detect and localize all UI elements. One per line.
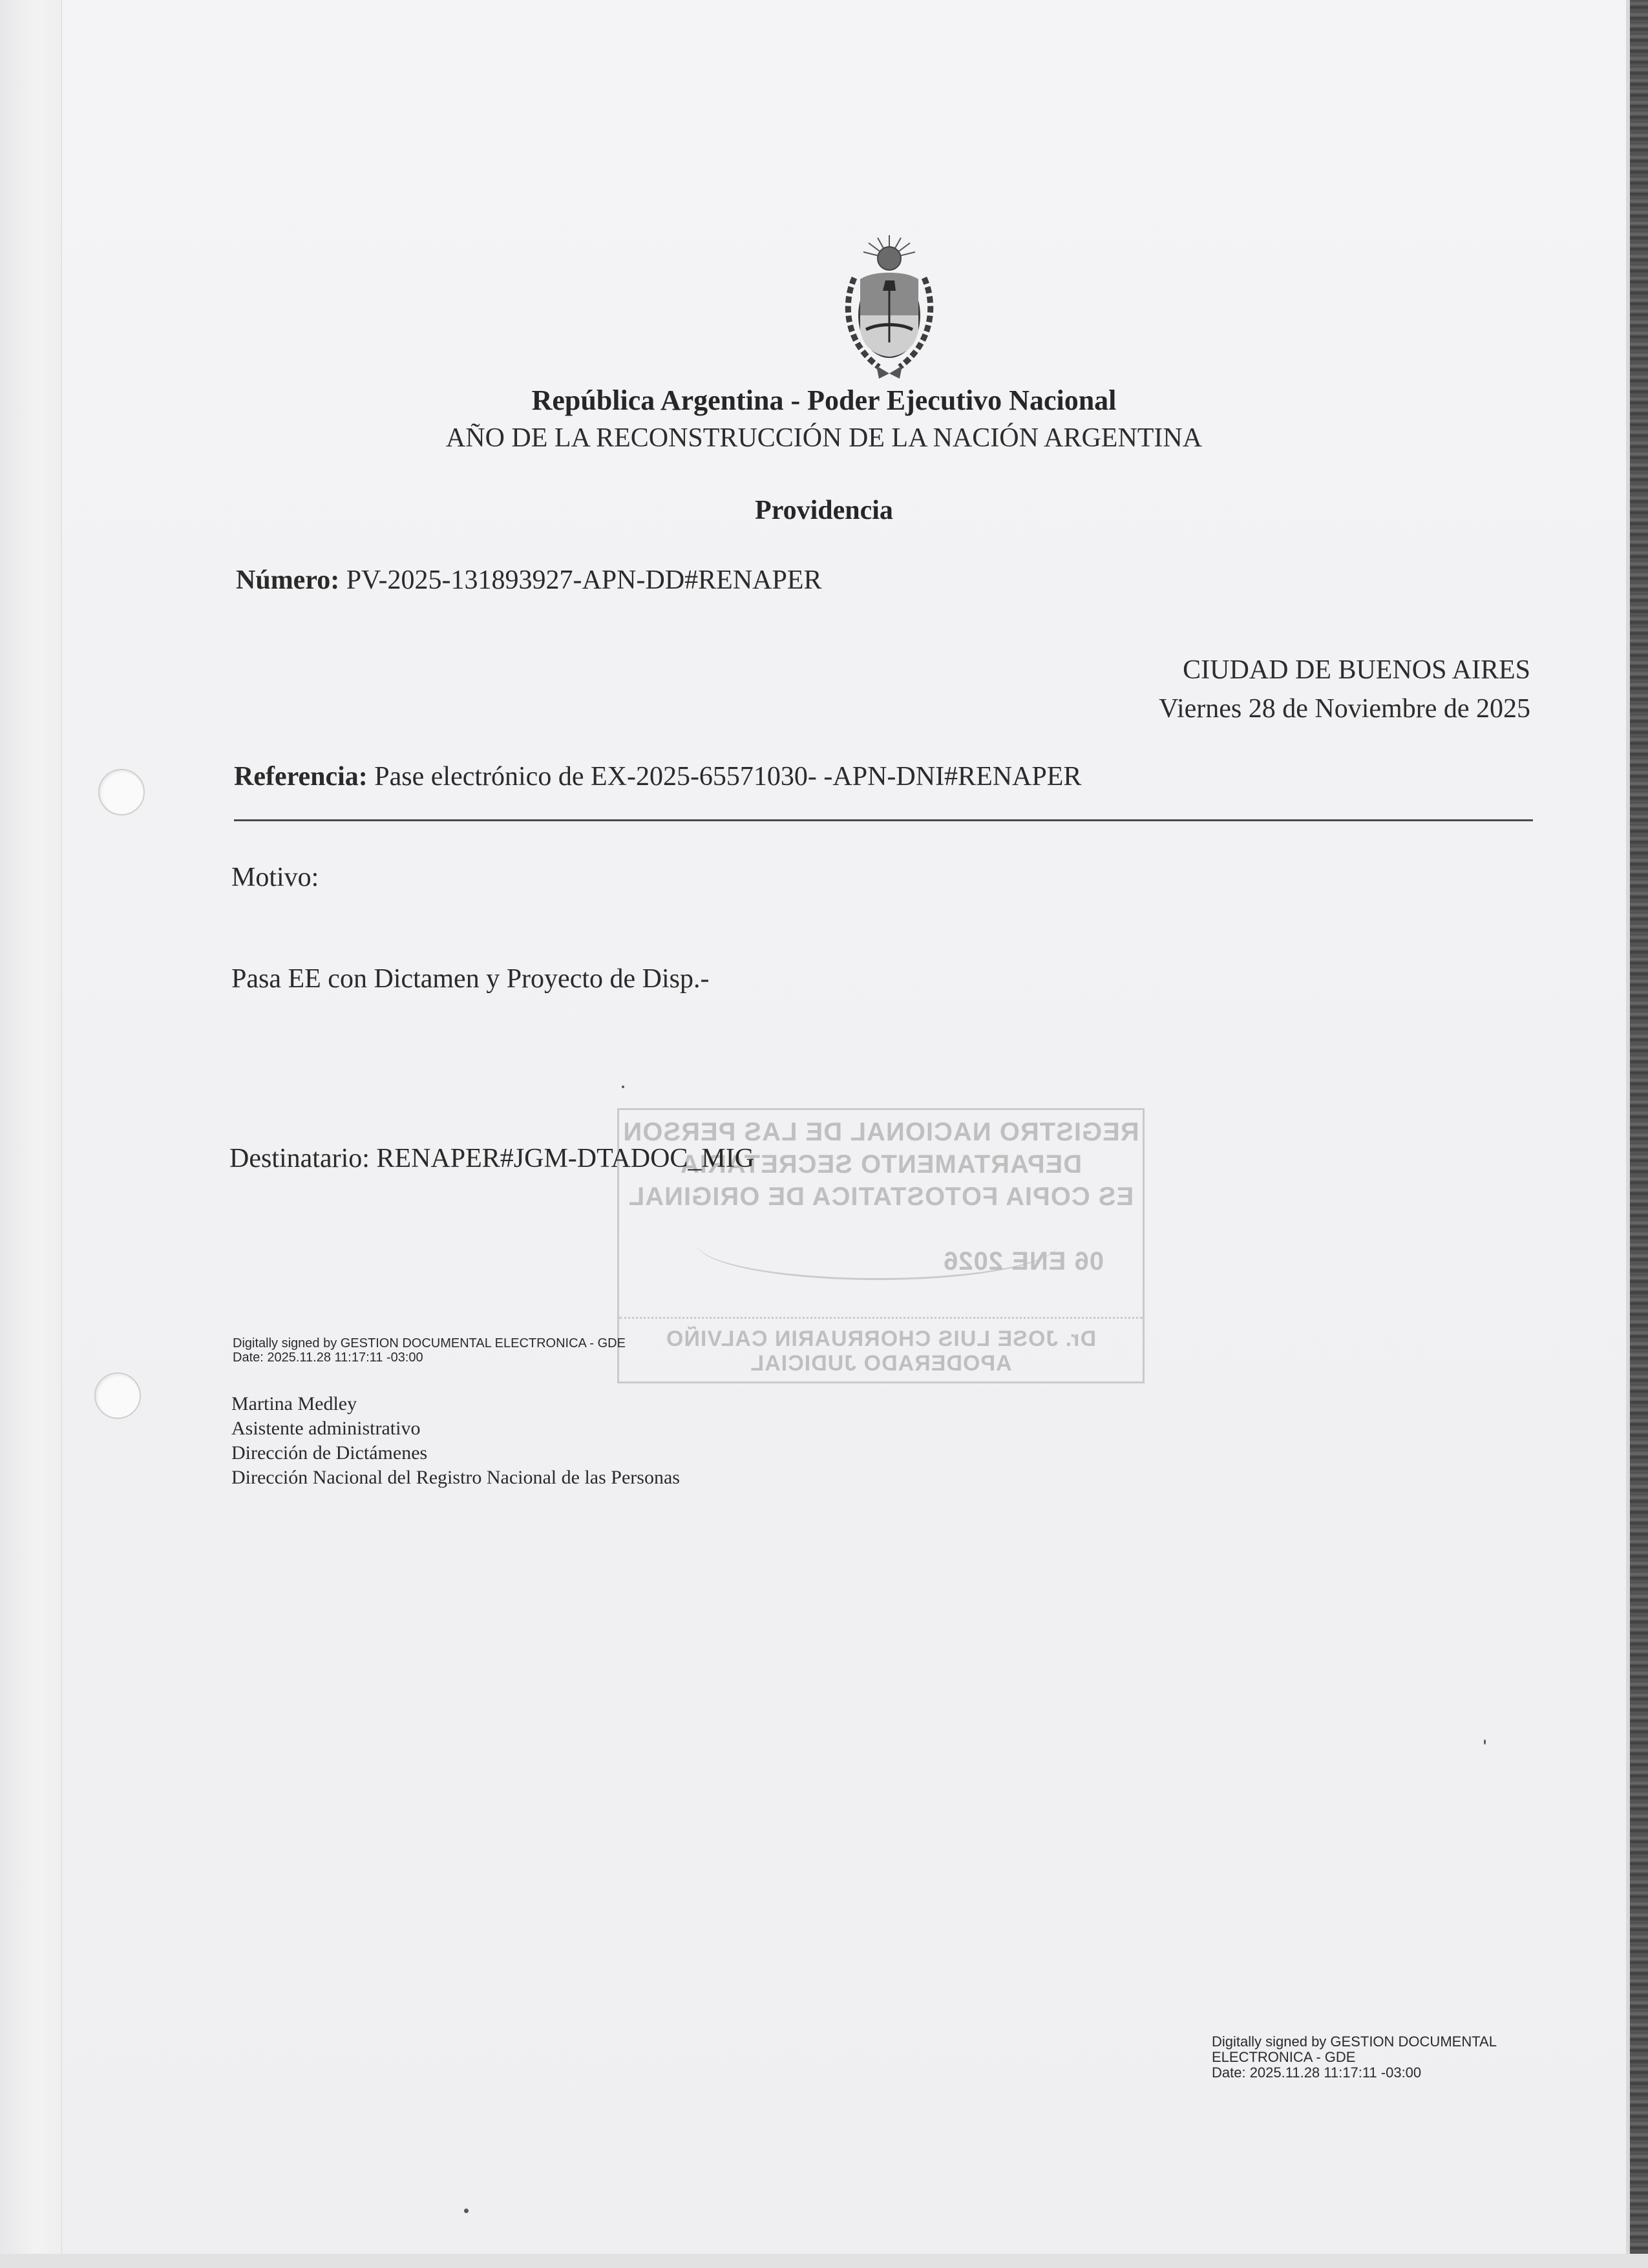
date: Viernes 28 de Noviembre de 2025 <box>1159 694 1530 724</box>
stamp-line: REGISTRO NACIONAL DE LAS PERSON <box>622 1118 1139 1146</box>
document-type: Providencia <box>755 496 893 525</box>
scan-speck <box>1484 1739 1486 1745</box>
motive-label: Motivo: <box>231 863 319 892</box>
document-header-title: República Argentina - Poder Ejecutivo Nacional <box>531 384 1117 416</box>
punch-hole <box>98 769 145 815</box>
signer-role: Asistente administrativo <box>231 1418 421 1439</box>
footer-digital-signature-block <box>1212 2034 1516 2081</box>
footer-signature-date: Date: 2025.11.28 11:17:11 -03:00 <box>1212 2064 1422 2081</box>
motive-text: Pasa EE con Dictamen y Proyecto de Disp.- <box>231 964 710 994</box>
recipient: Destinatario: RENAPER#JGM-DTADOC_MIG <box>229 1144 755 1173</box>
argentina-coat-of-arms-icon <box>840 233 938 381</box>
stamp-separator <box>619 1317 1143 1319</box>
digital-signature-date: Date: 2025.11.28 11:17:11 -03:00 <box>233 1350 423 1365</box>
scan-speck <box>464 2209 469 2213</box>
signer-block <box>231 1392 680 1490</box>
footer-signature-line: ELECTRONICA - GDE <box>1212 2049 1356 2065</box>
stamp-line: ES COPIA FOTOSTATICA DE ORIGINAL <box>628 1182 1134 1211</box>
digital-signature-block <box>233 1336 626 1365</box>
reference-label: Referencia: <box>234 762 368 792</box>
place: CIUDAD DE BUENOS AIRES <box>1183 655 1530 685</box>
punch-hole <box>94 1372 141 1419</box>
reference-value: Pase electrónico de EX-2025-65571030- -APN-DNI#RENAPER <box>374 762 1082 792</box>
bottom-scan-edge <box>0 2254 1648 2268</box>
stamp-line: DEPARTAMENTO SECRETARIA <box>679 1150 1083 1179</box>
place-and-date <box>1159 651 1530 728</box>
year-motto: AÑO DE LA RECONSTRUCCIÓN DE LA NACIÓN ARGENTINA <box>445 423 1203 453</box>
document-number <box>236 562 822 598</box>
document-number-label: Número: <box>236 565 340 595</box>
document-number-value: PV-2025-131893927-APN-DD#RENAPER <box>346 565 822 595</box>
stamp-signature-title: APODERADO JUDICIAL <box>750 1351 1012 1376</box>
right-scan-edge <box>1630 0 1648 2268</box>
signer-name: Martina Medley <box>231 1393 357 1414</box>
signer-office: Dirección de Dictámenes <box>231 1442 428 1464</box>
stamp-date: 06 ENE 2026 <box>943 1247 1104 1276</box>
reference <box>234 759 1081 795</box>
signer-agency: Dirección Nacional del Registro Nacional de las Personas <box>231 1467 680 1488</box>
left-page-fold <box>0 0 62 2268</box>
scan-speck <box>622 1086 624 1088</box>
footer-signature-line: Digitally signed by GESTION DOCUMENTAL <box>1212 2033 1497 2050</box>
digital-signature-line: Digitally signed by GESTION DOCUMENTAL ELECTRONICA - GDE <box>233 1336 626 1350</box>
stamp-signature: Dr. JOSE LUIS CHORRUARIN CALVIÑO <box>665 1327 1097 1351</box>
header-divider <box>234 819 1533 821</box>
bleed-through-stamp <box>617 1108 1145 1383</box>
